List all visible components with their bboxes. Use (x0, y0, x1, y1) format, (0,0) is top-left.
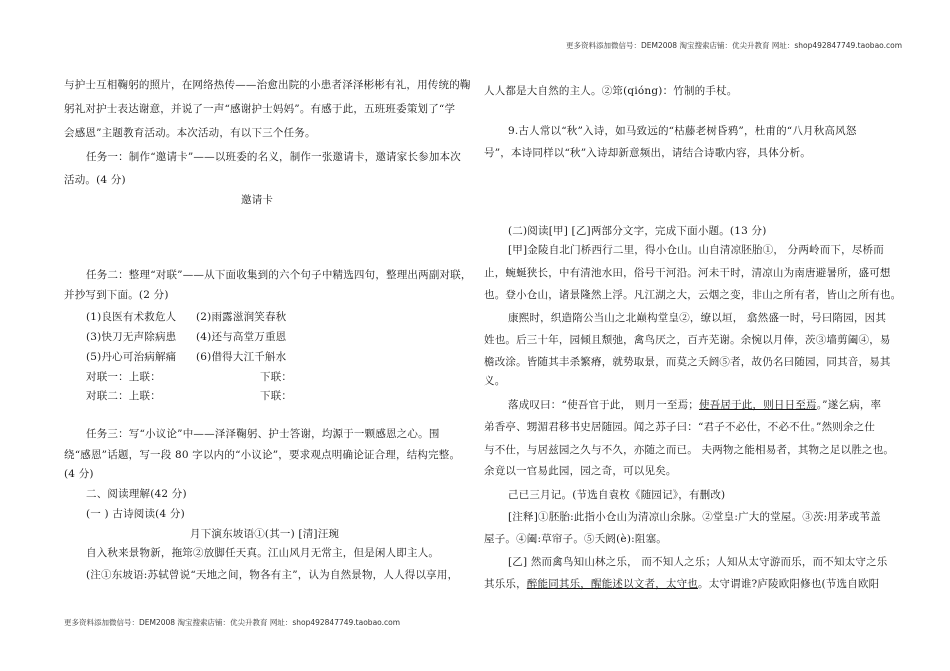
text-line: 与护士互相鞠躬的照片，在网络热传——治愈出院的小患者泽泽彬彬有礼，用传统的鞠 (64, 79, 471, 91)
passage-line: [乙] 然而禽鸟知山林之乐， 而不知人之乐；人知从太守游而乐，而不知太守之乐 (508, 556, 888, 568)
passage-line: 与不仕，与居兹园之久与不久，亦随之而已。 夫两物之能相易者，其物之足以胜之也。 (484, 444, 895, 456)
task2-line: 并抄写到下面。(2 分) (64, 289, 169, 301)
couplet2-lower-label: 下联： (260, 390, 293, 402)
passage-line: 康熙时，织造隋公当山之北巅构堂皇②，缭以垣， 翕然盛一时，号曰隋园，因其 (508, 312, 887, 324)
passage-fragment: 其乐乐， (484, 578, 527, 590)
poem-note: (注①东坡语:苏轼曾说“天地之间，物各有主”，认为自然景物，人人得以享用， (86, 569, 459, 581)
passage-fragment: 。”遂乞病，率 (816, 399, 882, 411)
passage-line: [甲]金陵自北门桥西行二里，得小仓山。山自清凉胚胎①， 分两岭而下，尽桥而 (508, 244, 884, 256)
task3-line: (4 分) (64, 468, 94, 480)
question-9: 9.古人常以“秋”入诗，如马致远的“枯藤老树昏鸦”，杜甫的“八月秋高风怒 (508, 125, 857, 137)
task1-line: 任务一：制作“邀请卡”——以班委的名义，制作一张邀请卡，邀请家长参加本次 (86, 151, 461, 163)
passage-line: 弟香亭、甥湄君移书史居随园。闻之苏子曰：“君子不必仕，不必不仕。”然则余之仕 (484, 421, 876, 433)
passage-line: 姓也。后三十年，园倾且颓弛，禽鸟厌之，百卉芜谢。余惋以月俸，茨③墙剪阖④，易 (484, 334, 891, 346)
couplet-option: (4)还与高堂万重恩 (196, 331, 287, 343)
task2-line: 任务二：整理“对联”——从下面收集到的六个句子中精选四句，整理出两副对联， (86, 269, 472, 281)
passage-line: 檐改涂。皆随其丰杀繁瘠，就势取景，而莫之夭阏⑤者，故仍名曰随园，同其音，易其 (484, 356, 891, 368)
couplet-option: (5)丹心可治病解痛 (86, 351, 177, 363)
text-line: 躬礼对护士表达谢意，并说了一声“感谢护士妈妈”。有感于此，五班班委策划了“学 (64, 103, 456, 115)
task1-line: 活动。(4 分) (64, 174, 126, 186)
invitation-card-title: 邀请卡 (241, 194, 274, 206)
passage-line: 余竟以一官易此园，园之奇，可以见矣。 (484, 465, 677, 477)
couplet-option: (3)快刀无声除病患 (86, 331, 177, 343)
annotation-line: [注释]①胚胎:此指小仓山为清凉山余脉。②堂皇:广大的堂屋。③茨:用茅或苇盖 (508, 511, 881, 523)
source-line: 己已三月记。(节选自袁枚《随园记》，有删改) (508, 489, 726, 501)
subsection-heading: (一 ) 古诗阅读(4 分) (86, 508, 185, 520)
annotation-line: 屋子。④阖:草帘子。⑤夭阏(è):阻塞。 (484, 533, 667, 545)
task3-line: 任务三：写“小议论”中——泽泽鞠躬、护士答谢，均源于一颗感恩之心。围 (86, 428, 440, 440)
poem-title: 月下演东坡语①(其一) [清]汪琬 (190, 528, 340, 540)
couplet-option: (1)良医有术救危人 (86, 311, 177, 323)
couplet-option: (6)借得大江千斛水 (196, 351, 287, 363)
passage-line: 止，蜿蜒狭长，中有清池水田，俗号干河沿。河未干时，清凉山为南唐避暑所，盛可想 (484, 267, 891, 279)
underlined-sentence: 使吾居于此，则日日至焉 (699, 399, 817, 411)
couplet1-upper-label: 对联一：上联： (86, 371, 161, 383)
underlined-sentence: 醉能同其乐，醒能述以文者，太守也 (526, 578, 699, 590)
couplet2-upper-label: 对联二：上联： (86, 390, 161, 402)
text-line: 会感恩”主题教育活动。本次活动，有以下三个任务。 (64, 127, 316, 139)
passage-line (508, 398, 881, 412)
poem-text: 自入秋来景物新，拖筇②放脚任天真。江山风月无常主，但是闲人即主人。 (86, 547, 440, 559)
couplet1-lower-label: 下联： (260, 371, 293, 383)
couplet-option: (2)雨露滋润笑春秋 (196, 311, 287, 323)
page-footer-ad: 更多资料添加微信号：DEM2008 淘宝搜索店铺：优尖升教育 网址：shop492847749.taobao.com (64, 618, 401, 627)
passage-line (484, 577, 879, 591)
page-header-ad: 更多资料添加微信号：DEM2008 淘宝搜索店铺：优尖升教育 网址：shop492847749.taobao.com (566, 41, 903, 50)
text-line: 人人都是大自然的主人。②筇(qióng)：竹制的手杖。 (484, 85, 738, 97)
section-heading: (二)阅读[甲] [乙]两部分文字，完成下面小题。(13 分) (508, 225, 767, 237)
task3-line: 绕“感恩”话题，写一段 80 字以内的“小议论”，要求观点明确论证合理，结构完整。 (64, 449, 461, 461)
passage-fragment: 。太守谓谁?庐陵欧阳修也(节选自欧阳 (698, 578, 880, 590)
section-heading: 二、阅读理解(42 分) (86, 488, 187, 500)
question-9: 号”，本诗同样以“秋”入诗却新意频出，请结合诗歌内容，具体分析。 (484, 147, 812, 159)
passage-line: 也。登小仓山，诸景隆然上浮。凡江湖之大，云烟之变，非山之所有者，皆山之所有也。 (484, 289, 902, 301)
passage-fragment: 落成叹曰：“使吾官于此， 则月一至焉； (508, 399, 700, 411)
passage-line: 义。 (484, 375, 506, 387)
